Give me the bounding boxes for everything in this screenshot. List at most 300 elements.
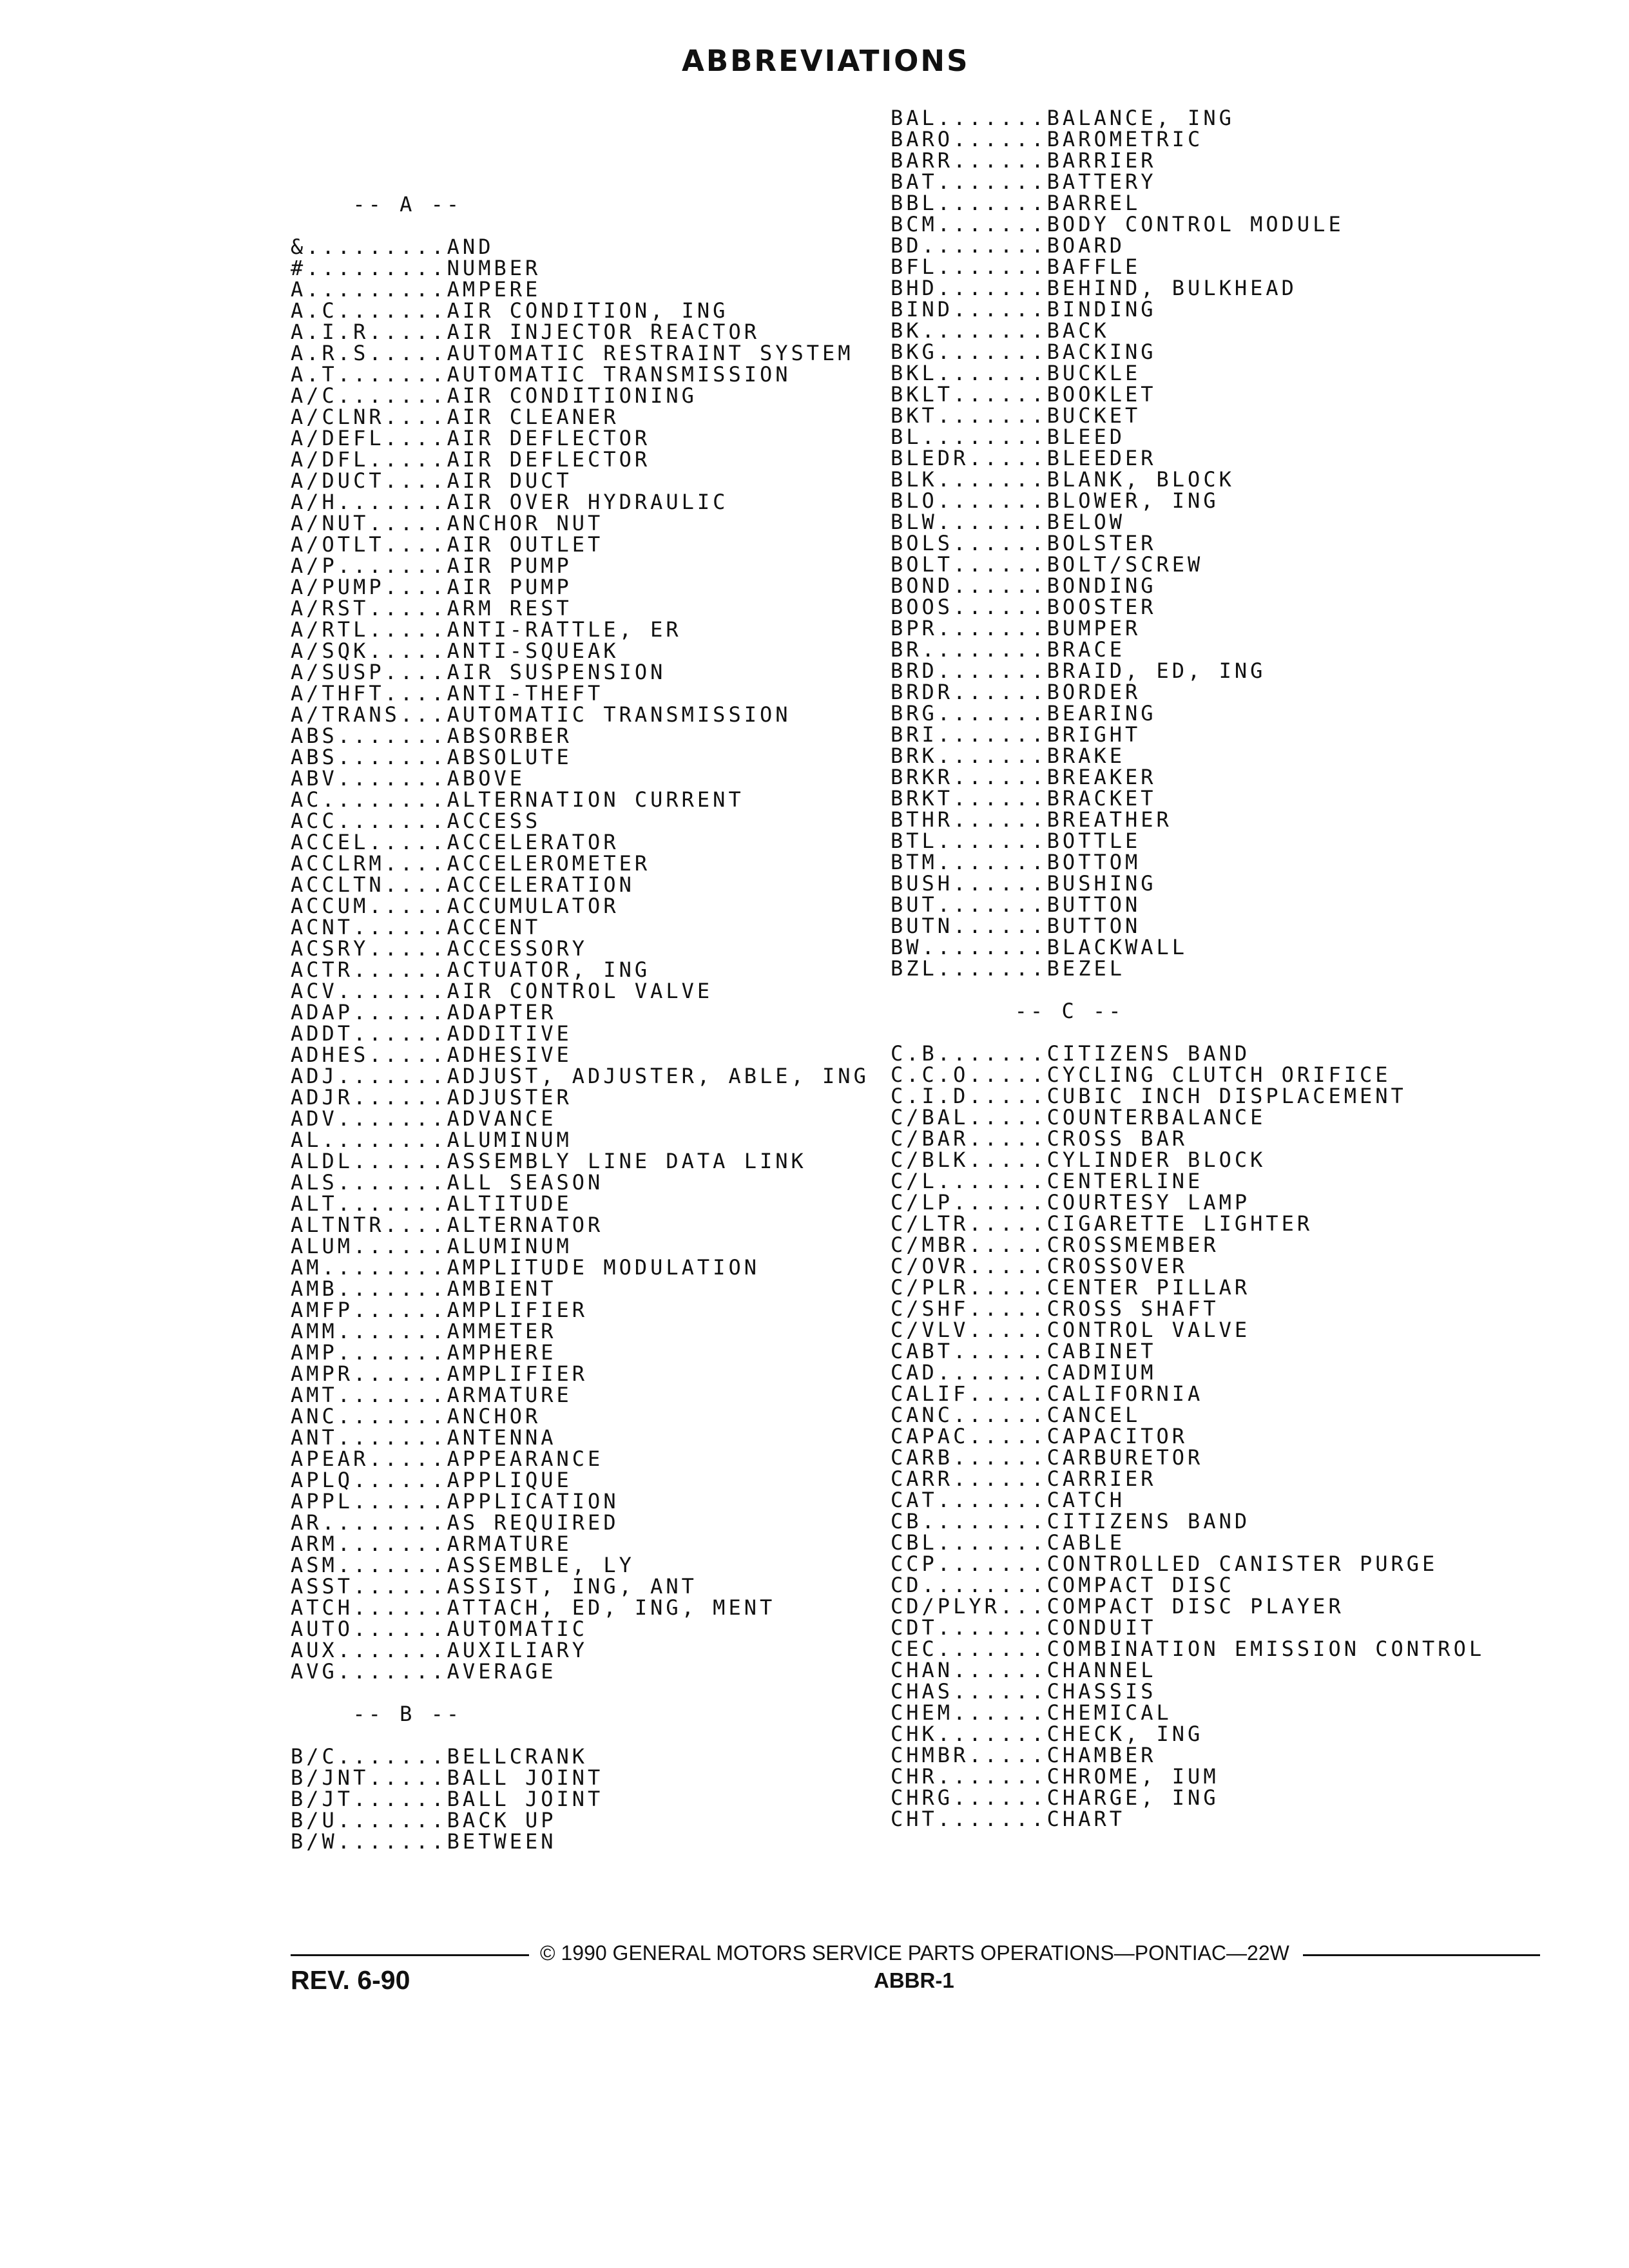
- leader-dots: ....: [384, 660, 447, 684]
- abbreviation-term: ALDL: [291, 1149, 354, 1173]
- abbreviation-term: ACC: [291, 809, 338, 833]
- abbreviation-definition: CENTERLINE: [1046, 1169, 1204, 1193]
- abbreviation-entry: [291, 1597, 869, 1619]
- leader-dots: .......: [937, 1041, 1047, 1066]
- page-identifier: ABBR-1: [874, 1968, 954, 1992]
- leader-dots: .......: [937, 1552, 1047, 1576]
- abbreviation-entry: [891, 1745, 1485, 1766]
- abbreviation-entry: [891, 1107, 1485, 1128]
- leader-dots: .....: [969, 1275, 1047, 1300]
- abbreviation-term: ATCH: [291, 1595, 354, 1620]
- leader-dots: ....: [384, 681, 447, 706]
- abbreviation-entry: [891, 703, 1485, 724]
- abbreviation-term: BTHR: [891, 807, 954, 832]
- abbreviation-term: ACCLTN: [291, 872, 385, 897]
- abbreviation-term: ADJ: [291, 1064, 338, 1088]
- leader-dots: .......: [337, 1638, 447, 1662]
- abbreviation-entry: [891, 873, 1485, 894]
- leader-dots: .......: [937, 701, 1047, 726]
- abbreviation-definition: BOTTLE: [1046, 829, 1141, 853]
- abbreviation-entry: [291, 322, 869, 343]
- abbreviation-entry: [291, 1470, 869, 1491]
- abbreviation-entry: [291, 1066, 869, 1087]
- leader-dots: .......: [937, 169, 1047, 194]
- abbreviation-term: CARR: [891, 1466, 954, 1491]
- abbreviation-term: AVG: [291, 1659, 338, 1684]
- abbreviation-term: A/CLNR: [291, 405, 385, 429]
- leader-dots: ......: [953, 680, 1047, 704]
- abbreviation-definition: AIR PUMP: [447, 575, 572, 599]
- leader-dots: .....: [369, 830, 447, 854]
- abbreviation-term: A/DUCT: [291, 468, 385, 493]
- abbreviation-definition: ANTI-THEFT: [447, 681, 604, 706]
- abbreviation-term: BBL: [891, 191, 938, 215]
- abbreviation-entry: [891, 150, 1485, 171]
- leader-dots: .......: [337, 1170, 447, 1195]
- leader-dots: .......: [337, 1808, 447, 1832]
- abbreviation-entry: [291, 428, 869, 449]
- abbreviation-term: A/PUMP: [291, 575, 385, 599]
- abbreviation-definition: CATCH: [1046, 1488, 1125, 1512]
- leader-dots: ........: [921, 233, 1047, 258]
- leader-dots: ......: [953, 297, 1047, 322]
- leader-dots: .......: [937, 850, 1047, 874]
- abbreviation-term: BTM: [891, 850, 938, 874]
- abbreviation-definition: BUCKET: [1046, 403, 1141, 428]
- abbreviation-term: CAPAC: [891, 1424, 969, 1448]
- abbreviation-term: A/DEFL: [291, 426, 385, 450]
- abbreviation-term: BAT: [891, 169, 938, 194]
- abbreviation-term: A/RTL: [291, 617, 369, 642]
- spacer: [291, 1682, 869, 1704]
- leader-dots: .......: [937, 467, 1047, 492]
- abbreviation-term: A/RST: [291, 596, 369, 620]
- abbreviation-term: C/PLR: [891, 1275, 969, 1300]
- abbreviation-definition: ATTACH, ED, ING, MENT: [447, 1595, 776, 1620]
- abbreviation-definition: BLEED: [1046, 425, 1125, 449]
- footer-rule-left: [291, 1954, 529, 1956]
- abbreviation-term: BL: [891, 425, 922, 449]
- spacer: [291, 173, 869, 194]
- abbreviation-entry: [291, 1406, 869, 1427]
- abbreviation-term: CHAN: [891, 1658, 954, 1682]
- leader-dots: .......: [337, 745, 447, 769]
- leader-dots: ......: [953, 914, 1047, 938]
- abbreviation-entry: [891, 1809, 1485, 1830]
- abbreviation-entry: [291, 1810, 869, 1831]
- leader-dots: .....: [969, 1084, 1047, 1108]
- leader-dots: .....: [969, 1318, 1047, 1342]
- abbreviation-entry: [891, 1192, 1485, 1213]
- abbreviation-definition: BATTERY: [1046, 169, 1157, 194]
- leader-dots: ...: [400, 702, 447, 727]
- abbreviation-term: BHD: [891, 276, 938, 300]
- abbreviation-definition: BRIGHT: [1046, 722, 1141, 747]
- abbreviation-definition: CAPACITOR: [1046, 1424, 1188, 1448]
- leader-dots: .......: [337, 1425, 447, 1450]
- abbreviation-definition: APPLIQUE: [447, 1468, 572, 1492]
- abbreviation-term: AMM: [291, 1319, 338, 1343]
- leader-dots: .......: [937, 510, 1047, 534]
- abbreviation-definition: AIR OVER HYDRAULIC: [447, 490, 729, 514]
- abbreviation-column-right: [891, 108, 1485, 1830]
- abbreviation-definition: AMPLIFIER: [447, 1361, 588, 1386]
- abbreviation-term: BUT: [891, 892, 938, 917]
- abbreviation-term: ARM: [291, 1532, 338, 1556]
- abbreviation-term: A/H: [291, 490, 338, 514]
- abbreviation-definition: AS REQUIRED: [447, 1510, 619, 1535]
- abbreviation-entry: [891, 1405, 1485, 1426]
- abbreviation-entry: [291, 1512, 869, 1533]
- abbreviation-term: ADV: [291, 1106, 338, 1131]
- abbreviation-definition: BACK UP: [447, 1808, 557, 1832]
- abbreviation-term: A/OTLT: [291, 532, 385, 557]
- abbreviation-term: APLQ: [291, 1468, 354, 1492]
- abbreviation-definition: BORDER: [1046, 680, 1141, 704]
- abbreviation-definition: ADVANCE: [447, 1106, 557, 1131]
- abbreviation-entry: [891, 235, 1485, 256]
- abbreviation-definition: AIR SUSPENSION: [447, 660, 666, 684]
- abbreviation-definition: AMBIENT: [447, 1276, 557, 1301]
- abbreviation-term: B/U: [291, 1808, 338, 1832]
- abbreviation-definition: ACCELEROMETER: [447, 851, 651, 876]
- abbreviation-definition: CROSS SHAFT: [1046, 1296, 1219, 1321]
- abbreviation-definition: BOLT/SCREW: [1046, 552, 1204, 577]
- leader-dots: .......: [337, 383, 447, 408]
- abbreviation-term: BLO: [891, 488, 938, 513]
- abbreviation-entry: [291, 832, 869, 853]
- abbreviation-term: BRK: [891, 744, 938, 768]
- abbreviation-term: ACCEL: [291, 830, 369, 854]
- leader-dots: .......: [937, 403, 1047, 428]
- abbreviation-entry: [291, 449, 869, 470]
- abbreviation-definition: CHECK, ING: [1046, 1722, 1204, 1746]
- abbreviation-entry: [291, 789, 869, 811]
- leader-dots: .......: [937, 829, 1047, 853]
- abbreviation-term: APEAR: [291, 1446, 369, 1471]
- leader-dots: .......: [937, 658, 1047, 683]
- abbreviation-definition: CARBURETOR: [1046, 1445, 1204, 1470]
- abbreviation-entry: [891, 320, 1485, 341]
- leader-dots: .......: [337, 298, 447, 323]
- abbreviation-term: ADJR: [291, 1085, 354, 1110]
- leader-dots: .........: [306, 277, 447, 302]
- leader-dots: ........: [322, 1255, 447, 1280]
- abbreviation-entry: [291, 1044, 869, 1066]
- abbreviation-term: A/C: [291, 383, 338, 408]
- abbreviation-definition: BUTTON: [1046, 892, 1141, 917]
- leader-dots: .......: [337, 1064, 447, 1088]
- leader-dots: .........: [306, 256, 447, 280]
- abbreviation-term: ASM: [291, 1553, 338, 1577]
- abbreviation-entry: [291, 300, 869, 322]
- abbreviation-definition: BINDING: [1046, 297, 1157, 322]
- leader-dots: .....: [369, 511, 447, 535]
- abbreviation-term: ASST: [291, 1574, 354, 1599]
- abbreviation-definition: CHEMICAL: [1046, 1700, 1172, 1725]
- leader-dots: .....: [969, 1148, 1047, 1172]
- abbreviation-column-left: [291, 173, 869, 1852]
- leader-dots: .....: [969, 446, 1047, 470]
- abbreviation-definition: AIR DUCT: [447, 468, 572, 493]
- leader-dots: ........: [921, 637, 1047, 662]
- leader-dots: .....: [369, 1446, 447, 1471]
- leader-dots: .....: [969, 1296, 1047, 1321]
- abbreviation-definition: CHANNEL: [1046, 1658, 1157, 1682]
- leader-dots: ......: [353, 957, 447, 982]
- abbreviation-term: BARO: [891, 127, 954, 151]
- abbreviation-term: BOND: [891, 573, 954, 598]
- abbreviation-entry: [891, 767, 1485, 788]
- abbreviation-entry: [291, 1533, 869, 1555]
- leader-dots: ......: [953, 531, 1047, 555]
- leader-dots: .......: [937, 191, 1047, 215]
- leader-dots: .......: [337, 1532, 447, 1556]
- abbreviation-term: C/MBR: [891, 1233, 969, 1257]
- leader-dots: ......: [953, 786, 1047, 811]
- abbreviation-definition: BALANCE, ING: [1046, 106, 1235, 130]
- abbreviation-entry: [291, 896, 869, 917]
- leader-dots: ......: [353, 1574, 447, 1599]
- abbreviation-definition: CANCEL: [1046, 1403, 1141, 1427]
- abbreviation-term: ALTNTR: [291, 1213, 385, 1237]
- abbreviation-entry: [891, 405, 1485, 427]
- abbreviation-entry: [291, 726, 869, 747]
- leader-dots: ....: [384, 405, 447, 429]
- abbreviation-entry: [291, 470, 869, 492]
- abbreviation-term: A/THFT: [291, 681, 385, 706]
- abbreviation-definition: AUTOMATIC TRANSMISSION: [447, 362, 791, 387]
- abbreviation-entry: [291, 768, 869, 789]
- abbreviation-entry: [291, 1257, 869, 1278]
- leader-dots: .....: [369, 320, 447, 344]
- leader-dots: ......: [353, 1234, 447, 1258]
- abbreviation-entry: [891, 1277, 1485, 1298]
- abbreviation-definition: CHARGE, ING: [1046, 1785, 1219, 1810]
- abbreviation-entry: [291, 385, 869, 407]
- abbreviation-entry: [891, 1766, 1485, 1787]
- abbreviation-entry: [891, 108, 1485, 129]
- leader-dots: .........: [306, 235, 447, 259]
- abbreviation-term: A/DFL: [291, 447, 369, 472]
- abbreviation-term: B/JT: [291, 1787, 354, 1811]
- leader-dots: .......: [337, 1553, 447, 1577]
- abbreviation-term: ACSRY: [291, 936, 369, 961]
- abbreviation-term: BCM: [891, 212, 938, 236]
- leader-dots: .......: [337, 553, 447, 578]
- abbreviation-definition: BELOW: [1046, 510, 1125, 534]
- abbreviation-definition: AMPHERE: [447, 1340, 557, 1365]
- spacer: [891, 1022, 1485, 1043]
- abbreviation-term: AM: [291, 1255, 322, 1280]
- leader-dots: ........: [921, 425, 1047, 449]
- abbreviation-definition: AUTOMATIC TRANSMISSION: [447, 702, 791, 727]
- abbreviation-term: C/OVR: [891, 1254, 969, 1278]
- abbreviation-term: BPR: [891, 616, 938, 640]
- abbreviation-term: CHR: [891, 1764, 938, 1789]
- abbreviation-term: ABS: [291, 745, 338, 769]
- abbreviation-definition: CHAMBER: [1046, 1743, 1157, 1767]
- abbreviation-entry: [291, 534, 869, 555]
- leader-dots: .......: [937, 1530, 1047, 1555]
- abbreviation-entry: [291, 619, 869, 640]
- abbreviation-definition: ADJUST, ADJUSTER, ABLE, ING: [447, 1064, 869, 1088]
- abbreviation-entry: [891, 1532, 1485, 1553]
- leader-dots: ......: [953, 1658, 1047, 1682]
- abbreviation-entry: [291, 1172, 869, 1193]
- abbreviation-entry: [291, 258, 869, 279]
- spacer: [291, 215, 869, 236]
- abbreviation-entry: [891, 745, 1485, 767]
- abbreviation-definition: ABSOLUTE: [447, 745, 572, 769]
- leader-dots: ........: [921, 318, 1047, 343]
- abbreviation-definition: ACCUMULATOR: [447, 894, 619, 918]
- abbreviation-definition: BREAKER: [1046, 765, 1157, 789]
- leader-dots: .......: [937, 255, 1047, 279]
- abbreviation-definition: CROSSOVER: [1046, 1254, 1188, 1278]
- abbreviation-definition: CONTROL VALVE: [1046, 1318, 1251, 1342]
- abbreviation-term: C/BAL: [891, 1105, 969, 1129]
- section-heading: -- C --: [1014, 999, 1124, 1023]
- abbreviation-term: ABV: [291, 766, 338, 791]
- abbreviation-term: CHK: [891, 1722, 938, 1746]
- abbreviation-definition: CITIZENS BAND: [1046, 1041, 1251, 1066]
- abbreviation-entry: [291, 1555, 869, 1576]
- abbreviation-definition: ABOVE: [447, 766, 525, 791]
- leader-dots: .......: [337, 766, 447, 791]
- abbreviation-term: AMB: [291, 1276, 338, 1301]
- leader-dots: ........: [322, 1510, 447, 1535]
- leader-dots: ....: [384, 426, 447, 450]
- abbreviation-entry: [891, 129, 1485, 150]
- abbreviation-definition: CUBIC INCH DISPLACEMENT: [1046, 1084, 1407, 1108]
- abbreviation-definition: NUMBER: [447, 256, 541, 280]
- abbreviation-entry: [891, 958, 1485, 979]
- abbreviation-definition: AIR CLEANER: [447, 405, 619, 429]
- abbreviation-definition: AMMETER: [447, 1319, 557, 1343]
- abbreviation-definition: BACK: [1046, 318, 1110, 343]
- leader-dots: ......: [353, 1787, 447, 1811]
- abbreviation-entry: [291, 492, 869, 513]
- abbreviation-entry: [891, 937, 1485, 958]
- abbreviation-term: ADHES: [291, 1043, 369, 1067]
- abbreviation-term: AMFP: [291, 1298, 354, 1322]
- abbreviation-definition: CALIFORNIA: [1046, 1381, 1204, 1406]
- page-title: ABBREVIATIONS: [682, 44, 970, 78]
- abbreviation-term: CB: [891, 1509, 922, 1533]
- abbreviation-entry: [291, 874, 869, 896]
- abbreviation-term: C.B: [891, 1041, 938, 1066]
- abbreviation-definition: BRAKE: [1046, 744, 1125, 768]
- leader-dots: .......: [337, 1659, 447, 1684]
- abbreviation-term: ADAP: [291, 1000, 354, 1024]
- abbreviation-term: BRG: [891, 701, 938, 726]
- leader-dots: ......: [953, 1466, 1047, 1491]
- abbreviation-entry: [891, 1447, 1485, 1468]
- leader-dots: .....: [969, 1381, 1047, 1406]
- leader-dots: ......: [953, 1445, 1047, 1470]
- abbreviation-definition: BUCKLE: [1046, 361, 1141, 385]
- abbreviation-term: BKT: [891, 403, 938, 428]
- leader-dots: ......: [353, 1021, 447, 1046]
- abbreviation-definition: AIR CONDITIONING: [447, 383, 697, 408]
- abbreviation-definition: BEZEL: [1046, 956, 1125, 981]
- abbreviation-term: AUTO: [291, 1617, 354, 1641]
- abbreviation-definition: AUXILIARY: [447, 1638, 588, 1662]
- abbreviation-term: A/TRANS: [291, 702, 400, 727]
- abbreviation-term: C/LTR: [891, 1211, 969, 1236]
- abbreviation-definition: CARRIER: [1046, 1466, 1157, 1491]
- abbreviation-entry: [891, 1681, 1485, 1702]
- abbreviation-definition: AIR CONDITION, ING: [447, 298, 729, 323]
- abbreviation-entry: [891, 1553, 1485, 1575]
- abbreviation-term: C/VLV: [891, 1318, 969, 1342]
- abbreviation-term: BUTN: [891, 914, 954, 938]
- abbreviation-term: B/C: [291, 1744, 338, 1769]
- abbreviation-entry: [891, 1787, 1485, 1809]
- abbreviation-term: CD/PLYR: [891, 1594, 1000, 1619]
- abbreviation-definition: CABINET: [1046, 1339, 1157, 1363]
- abbreviation-entry: [291, 1321, 869, 1342]
- abbreviation-definition: ABSORBER: [447, 724, 572, 748]
- abbreviation-entry: [891, 1639, 1485, 1660]
- leader-dots: ....: [384, 872, 447, 897]
- abbreviation-definition: BRACE: [1046, 637, 1125, 662]
- abbreviation-term: ANT: [291, 1425, 338, 1450]
- leader-dots: ......: [353, 1000, 447, 1024]
- abbreviation-entry: [891, 533, 1485, 554]
- abbreviation-entry: [291, 1300, 869, 1321]
- abbreviation-entry: [291, 1023, 869, 1044]
- leader-dots: .....: [969, 1105, 1047, 1129]
- abbreviation-entry: [291, 981, 869, 1002]
- abbreviation-definition: ANCHOR NUT: [447, 511, 604, 535]
- abbreviation-definition: CROSSMEMBER: [1046, 1233, 1219, 1257]
- abbreviation-definition: BALL JOINT: [447, 1787, 604, 1811]
- abbreviation-term: BOLT: [891, 552, 954, 577]
- abbreviation-term: ALUM: [291, 1234, 354, 1258]
- abbreviation-definition: CONDUIT: [1046, 1615, 1157, 1640]
- abbreviation-entry: [891, 575, 1485, 597]
- abbreviation-entry: [891, 1724, 1485, 1745]
- leader-dots: ......: [353, 915, 447, 939]
- leader-dots: .......: [937, 1637, 1047, 1661]
- abbreviation-term: CHT: [891, 1807, 938, 1831]
- abbreviation-term: BRKT: [891, 786, 954, 811]
- abbreviation-entry: [891, 299, 1485, 320]
- leader-dots: ......: [953, 552, 1047, 577]
- abbreviation-term: BD: [891, 233, 922, 258]
- abbreviation-term: BW: [891, 935, 922, 959]
- leader-dots: .......: [337, 809, 447, 833]
- abbreviation-term: BFL: [891, 255, 938, 279]
- abbreviation-term: CEC: [891, 1637, 938, 1661]
- abbreviation-term: CHRG: [891, 1785, 954, 1810]
- abbreviation-definition: BOOKLET: [1046, 382, 1157, 407]
- abbreviation-term: BRDR: [891, 680, 954, 704]
- leader-dots: ......: [353, 1595, 447, 1620]
- abbreviation-definition: COMBINATION EMISSION CONTROL: [1046, 1637, 1485, 1661]
- leader-dots: .....: [969, 1126, 1047, 1151]
- abbreviation-term: BKG: [891, 340, 938, 364]
- leader-dots: ......: [953, 148, 1047, 173]
- abbreviation-term: A/NUT: [291, 511, 369, 535]
- abbreviation-term: AMP: [291, 1340, 338, 1365]
- leader-dots: ......: [353, 1149, 447, 1173]
- abbreviation-term: A/SQK: [291, 639, 369, 663]
- abbreviation-entry: [291, 598, 869, 619]
- abbreviation-definition: AUTOMATIC RESTRAINT SYSTEM: [447, 341, 854, 365]
